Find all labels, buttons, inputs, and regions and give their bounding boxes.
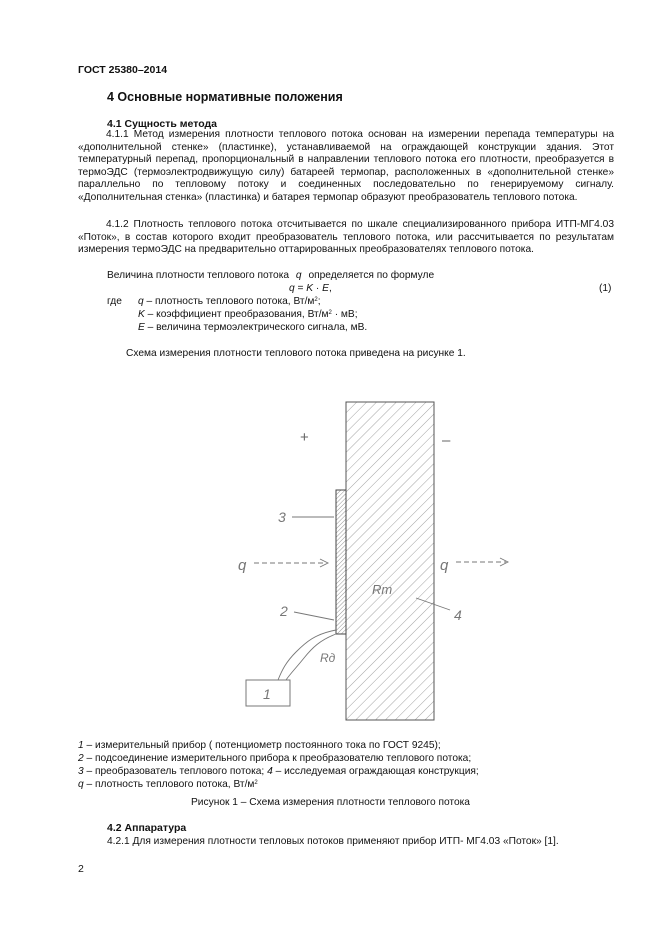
where-label: где bbox=[107, 296, 122, 307]
formula-number: (1) bbox=[599, 283, 612, 294]
legend-item-2: 2 – подсоединение измерительного прибора к преобразователю теплового потока; bbox=[78, 753, 472, 764]
paragraph-4-1-1: 4.1.1 Метод измерения плотности теплового потока основан на измерении перепада температуры на «дополнительной стенке» (пластинке), устанавливаемой на ограждающей конструкции здания. Этот температурный перепад, пропорциональный в направлении теплового потока его плотности, преобразуется в термоЭДС (термоэлектродвижущую силу) батареей термопар, расположенных в «дополнительной стенке» параллельно по тепловому потоку и соединенных последовательно по генерируемому сигналу. «Дополнительная стенка» (пластинка) и батарея термопар образуют преобразователь теплового потока. bbox=[78, 129, 614, 203]
label-r-d: Rд bbox=[320, 651, 336, 665]
label-4: 4 bbox=[454, 607, 462, 623]
paragraph-4-1-2: 4.1.2 Плотность теплового потока отсчитывается по шкале специализированного прибора ИТП-МГ4.03 «Поток», в состав которого входит преобразователь теплового потока, или рассчитывается по результатам измерения термоЭДС на предварительно оттарированных преобразователях теплового потока. bbox=[78, 219, 614, 256]
leader-2 bbox=[294, 612, 334, 620]
label-q-right: q bbox=[440, 557, 449, 574]
label-3: 3 bbox=[278, 509, 286, 525]
page-number: 2 bbox=[78, 863, 84, 875]
figure-1-diagram bbox=[220, 390, 520, 730]
label-q-left: q bbox=[238, 557, 247, 574]
minus-sign: – bbox=[442, 432, 451, 449]
plus-sign: + bbox=[300, 429, 309, 446]
document-header: ГОСТ 25380–2014 bbox=[78, 64, 168, 76]
formula: q = K · E, bbox=[289, 283, 332, 294]
heat-flux-transducer bbox=[336, 490, 346, 634]
legend-item-1: 1 – измерительный прибор ( потенциометр постоянного тока по ГОСТ 9245); bbox=[78, 740, 441, 751]
label-2: 2 bbox=[280, 603, 288, 619]
where-e: E – величина термоэлектрического сигнала, мВ. bbox=[138, 322, 368, 333]
label-1: 1 bbox=[263, 686, 271, 702]
where-q: q – плотность теплового потока, $Вт/м^2$; bbox=[138, 296, 321, 307]
legend-item-3-4: 3 – преобразователь теплового потока; 4 – исследуемая ограждающая конструкция; bbox=[78, 766, 479, 777]
formula-intro: Величина плотности теплового потока q определяется по формуле bbox=[107, 270, 435, 281]
subsection-title: 4.1 Сущность метода bbox=[107, 118, 218, 130]
subsection-title-apparatus: 4.2 Аппаратура bbox=[107, 822, 187, 834]
paragraph-4-2-1: 4.2.1 Для измерения плотности тепловых потоков применяют прибор ИТП- МГ4.03 «Поток» [1]. bbox=[107, 836, 559, 847]
figure-caption: Рисунок 1 – Схема измерения плотности теплового потока bbox=[191, 797, 470, 808]
wall-construction bbox=[346, 402, 434, 720]
where-k: K – коэффициент преобразования, $Вт/м^2$ · мВ; bbox=[138, 309, 358, 320]
figure-reference: Схема измерения плотности теплового потока приведена на рисунке 1. bbox=[126, 348, 466, 359]
label-r-t: Rт bbox=[372, 582, 393, 597]
legend-item-q: q – плотность теплового потока, $Вт/м^2$ bbox=[78, 779, 258, 790]
section-title: 4 Основные нормативные положения bbox=[107, 90, 343, 104]
